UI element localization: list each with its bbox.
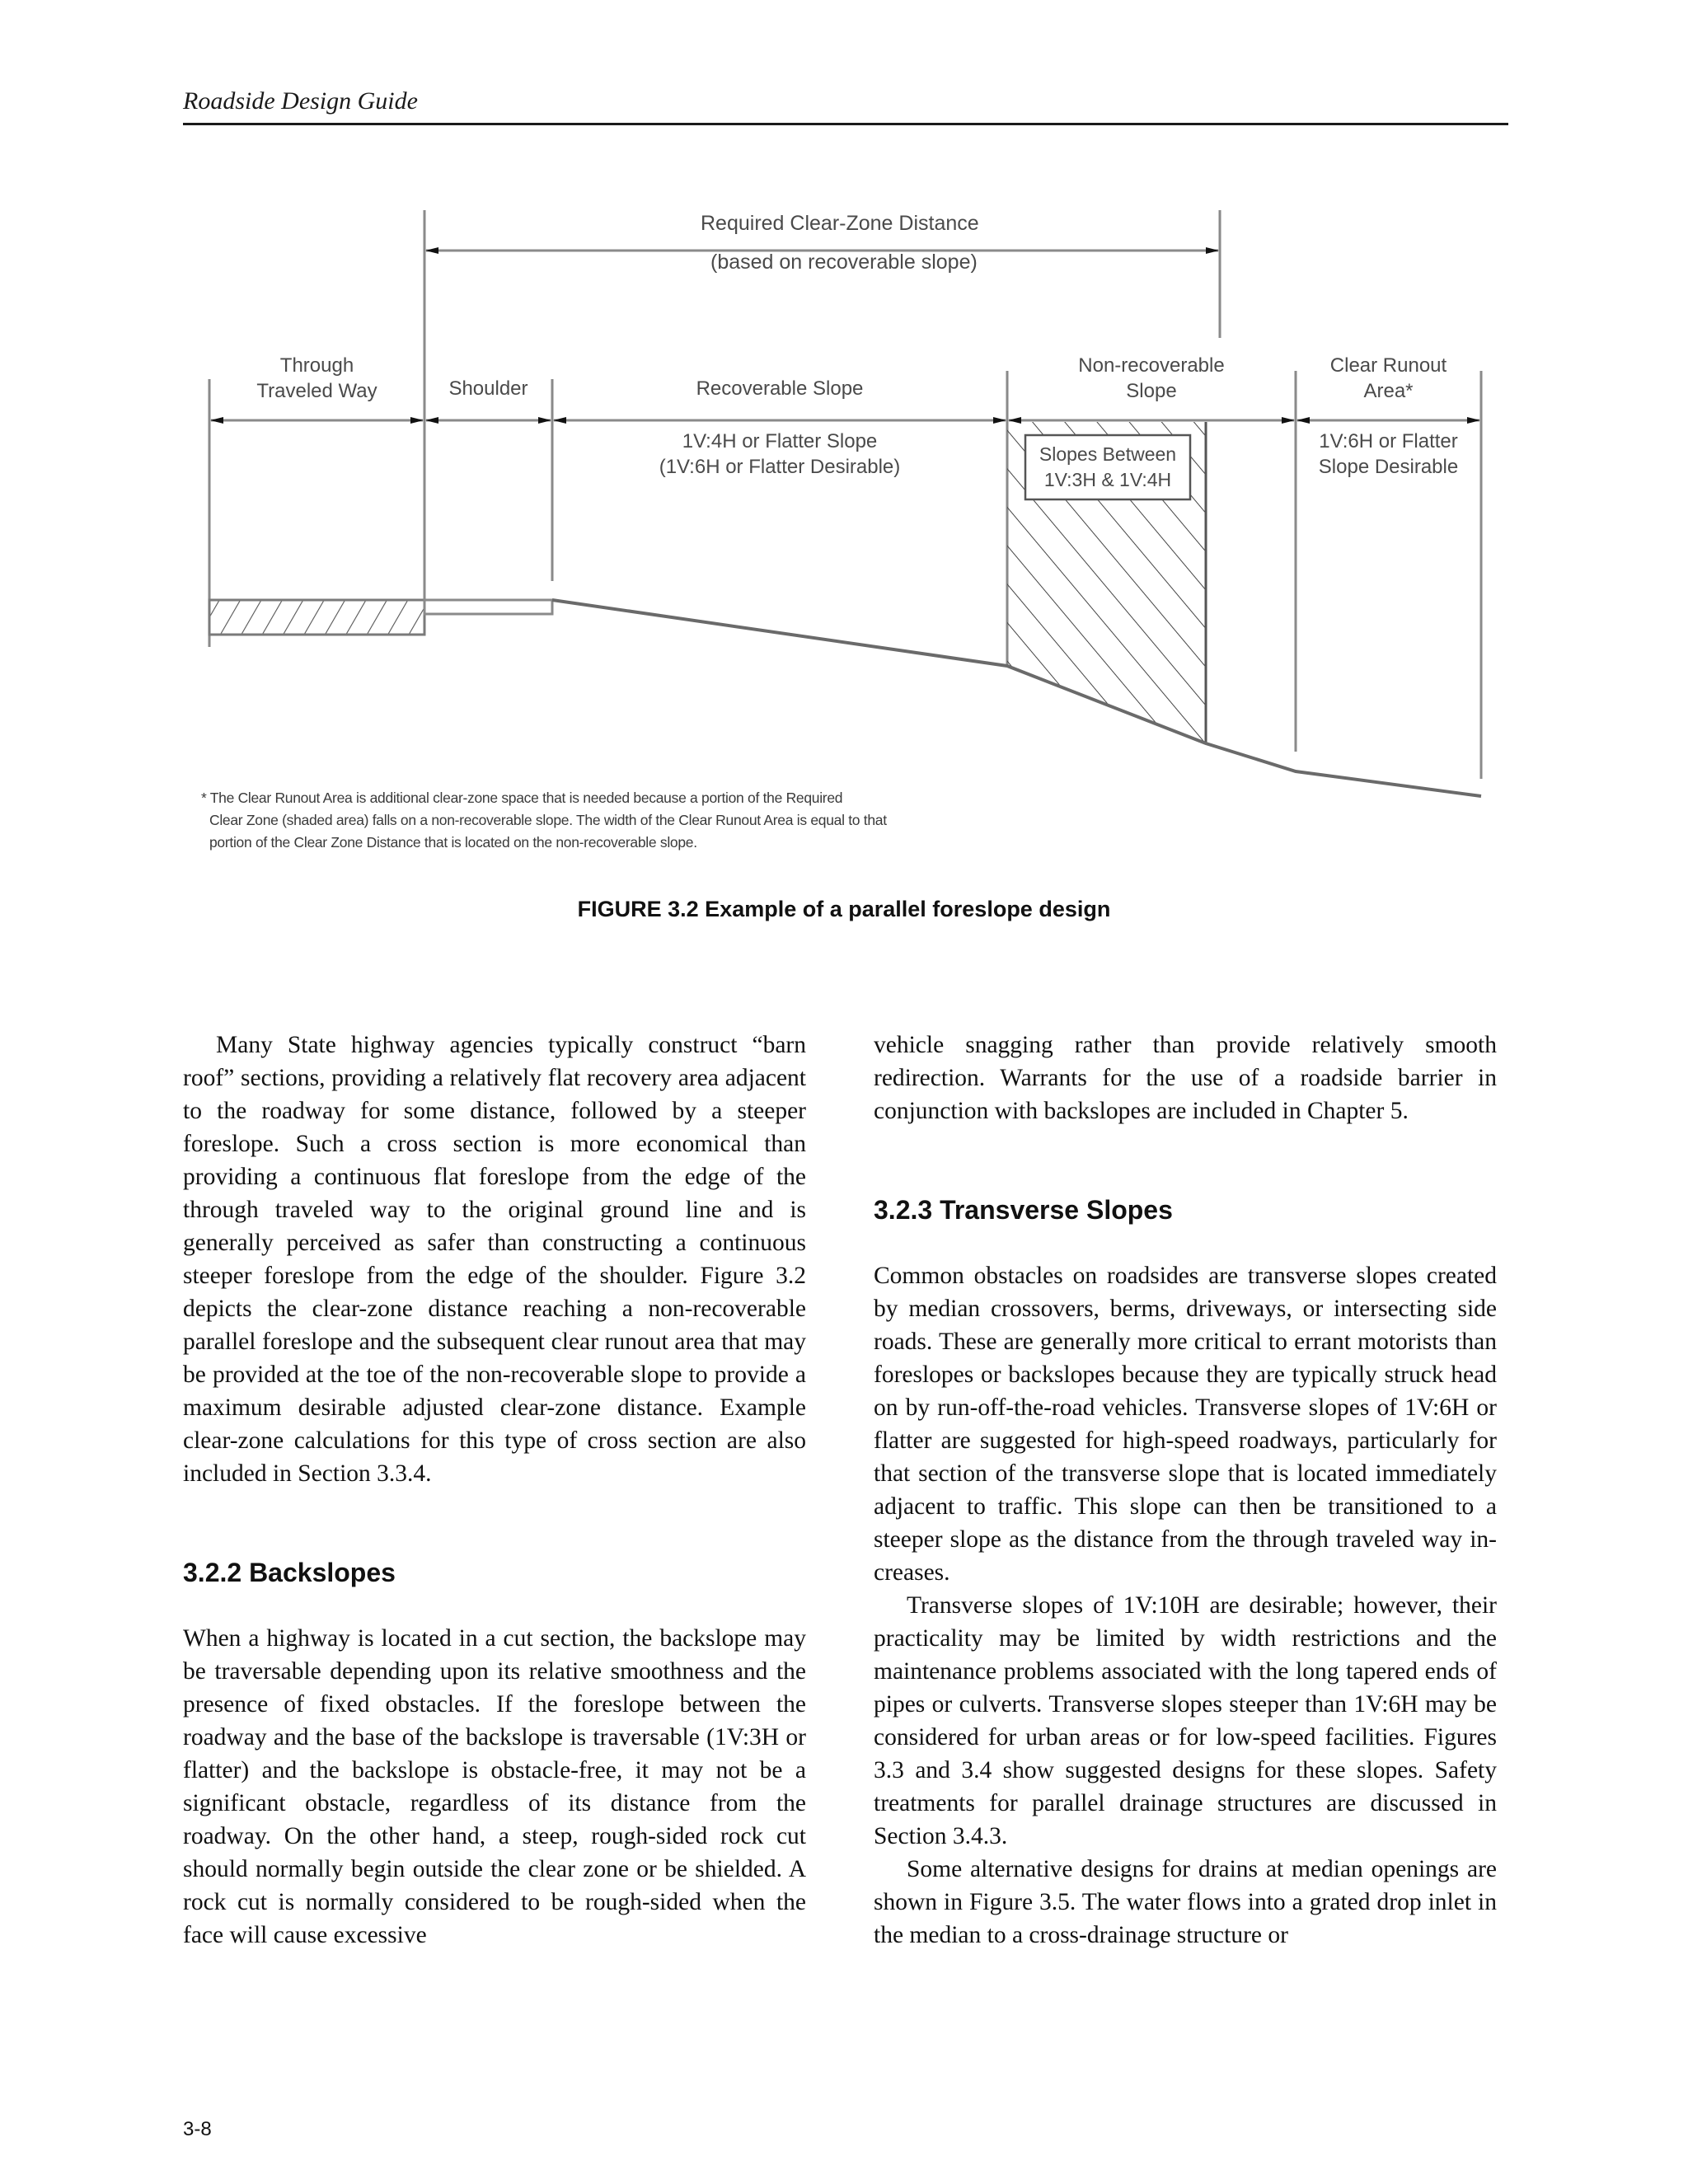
paragraph-backslopes: When a highway is located in a cut section, the backslope may be traversable depending upon its relative smoothness and the presence of fixed obstacles. If the foreslope between the roadway and the base of the backslope is traversable (1V:3H or flatter) and the backslope is obstacle-free, it may not be a significant obstacle, regardless of its distance from the roadway. On the other hand, a steep, rough-sided rock cut should normally begin outside the clear zone or be shielded. A rock cut is normally considered to be rough-sided when the face will cause excessive: [183, 1625, 806, 1948]
body-right-column: [874, 1029, 1497, 1952]
paragraph-transverse-1: Common obstacles on roadsides are transverse slopes created by median crossovers, berms, driveways, or intersecting side roads. These are generally more critical to errant motorists than foreslopes or backslopes because they are typically struck head on by run-off-the-road vehicles. Transverse slopes of 1V:6H or flatter are suggested for high-speed roadways, particularly for that section of the transverse slope that is located immediately adjacent to traffic. This slope can then be transitioned to a steeper slope as the distance from the through traveled way increases.: [874, 1263, 1497, 1586]
zone-label-non-recoverable-slope: Non-recoverable Slope: [1078, 354, 1225, 402]
required-clear-zone-title: Required Clear-Zone Distance: [701, 212, 979, 235]
body-left-column: [183, 1029, 806, 1952]
traveled-way-pavement: [209, 600, 424, 635]
paragraph-backslopes-continued: vehicle snagging rather than provide relatively smooth redirection. Warrants for the use of a roadside barrier in conjunction with backslopes are included in Chapter 5.: [874, 1032, 1497, 1124]
page-number: 3-8: [183, 2118, 212, 2140]
zone-label-traveled-way: Through Traveled Way: [256, 354, 377, 402]
paragraph-transverse-2: Transverse slopes of 1V:10H are desirable; however, their practicality may be limited by width restrictions and the maintenance problems associated with the long tapered ends of pipes or culverts. Transverse slopes steeper than 1V:6H may be considered for urban areas or for low-speed facilities. Figures 3.3 and 3.4 show suggested designs for these slopes. Safety treatments for parallel drainage structures are discussed in Section 3.4.3.: [874, 1592, 1497, 1849]
zone-label-shoulder: Shoulder: [448, 377, 528, 400]
figure-parallel-foreslope: [0, 0, 1688, 874]
heading-transverse-slopes: 3.2.3 Transverse Slopes: [874, 1195, 1173, 1225]
zone-label-recoverable-slope: Recoverable Slope: [696, 377, 864, 400]
figure-footnote: * The Clear Runout Area is additional clear-zone space that is needed because a portion of the Required Clear Zone (shaded area) falls on a non-recoverable slope. The width of the Clear Runout Area is equal to that portion of the Clear Zone Distance that is located on the non-recoverable slope.: [201, 790, 887, 851]
running-header-title: Roadside Design Guide: [183, 87, 418, 115]
shoulder-pavement: [424, 600, 552, 614]
paragraph-barn-roof: Many State highway agencies typically construct “barn roof” sections, providing a relatively flat recovery area adjacent to the roadway for some distance, followed by a steeper foreslope. Such a cross section is more economical than providing a continuous flat foreslope from the edge of the through traveled way to the original ground line and is generally perceived as safer than constructing a continuous steeper foreslope from the edge of the shoulder. Figure 3.2 depicts the clear-zone distance reaching a non-recoverable parallel foreslope and the subsequent clear runout area that may be provided at the toe of the non-recoverable slope to provide a maximum desirable adjusted clear-zone distance. Example clear-zone calculations for this type of cross section are also included in Section 3.3.4.: [183, 1032, 806, 1487]
heading-backslopes: 3.2.2 Backslopes: [183, 1558, 396, 1587]
figure-caption: FIGURE 3.2 Example of a parallel foreslope design: [577, 897, 1111, 921]
zone-label-clear-runout-area: Clear Runout Area*: [1329, 354, 1447, 402]
paragraph-median-drains: Some alternative designs for drains at median openings are shown in Figure 3.5. The water flows into a grated drop inlet in the median to a cross-drainage structure or: [874, 1856, 1497, 1948]
non-recoverable-slope-box-label: Slopes Between 1V:3H & 1V:4H: [1039, 443, 1177, 490]
recoverable-slope-note: 1V:4H or Flatter Slope (1V:6H or Flatter Desirable): [659, 430, 901, 478]
required-clear-zone-subtitle: (based on recoverable slope): [710, 251, 978, 274]
clear-runout-area-note: 1V:6H or Flatter Slope Desirable: [1318, 430, 1459, 478]
